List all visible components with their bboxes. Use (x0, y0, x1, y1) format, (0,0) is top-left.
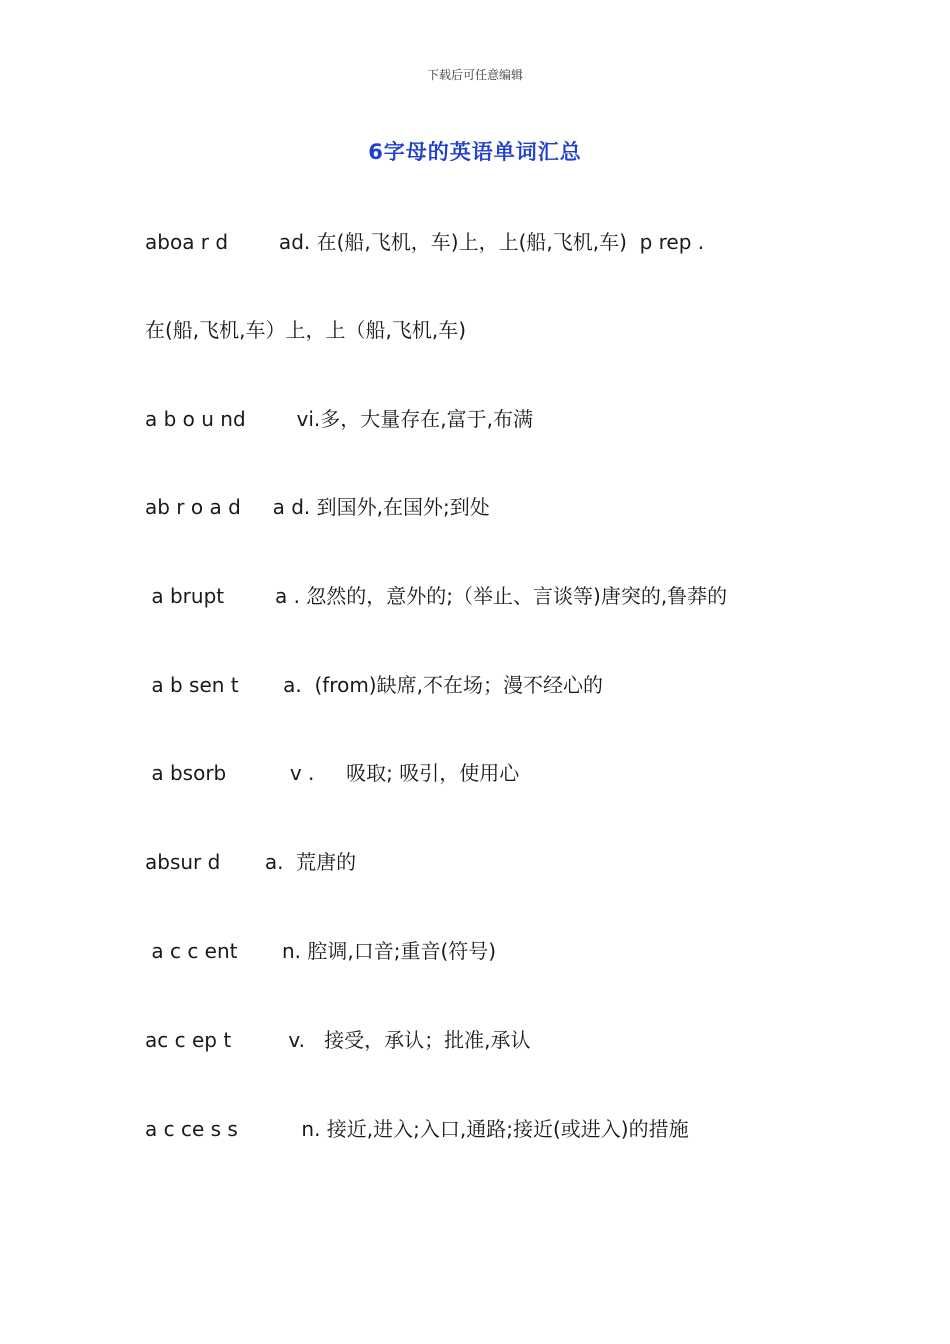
page-header-note: 下载后可任意编辑 (426, 68, 523, 82)
vocab-entry-abrupt: a brupt a . 忽然的，意外的;（举止、言谈等)唐突的,鲁莽的 (145, 584, 728, 608)
vocab-entry-accent: a c c ent n. 腔调,口音;重音(符号) (145, 939, 497, 963)
vocab-entry-abroad: ab r o a d a d. 到国外,在国外;到处 (145, 495, 490, 519)
document-title: 6字母的英语单词汇总 (368, 140, 582, 164)
vocab-entry-absurd: absur d a. 荒唐的 (145, 850, 357, 874)
vocab-entry-abound: a b o u nd vi.多，大量存在,富于,布满 (145, 407, 533, 431)
vocab-entry-absorb: a bsorb v . 吸取; 吸引，使用心 (145, 761, 520, 785)
vocab-entry-aboard: aboa r d ad. 在(船,飞机，车)上，上(船,飞机,车) p rep . (145, 230, 705, 254)
vocab-entry-absent: a b sen t a. (from)缺席,不在场；漫不经心的 (145, 673, 603, 697)
vocab-entry-accept: ac c ep t v. 接受，承认；批准,承认 (145, 1028, 531, 1052)
vocab-entry-aboard-continued: 在(船,飞机,车）上，上（船,飞机,车) (145, 318, 467, 342)
vocab-entry-access: a c ce s s n. 接近,进入;入口,通路;接近(或进入)的措施 (145, 1117, 689, 1141)
